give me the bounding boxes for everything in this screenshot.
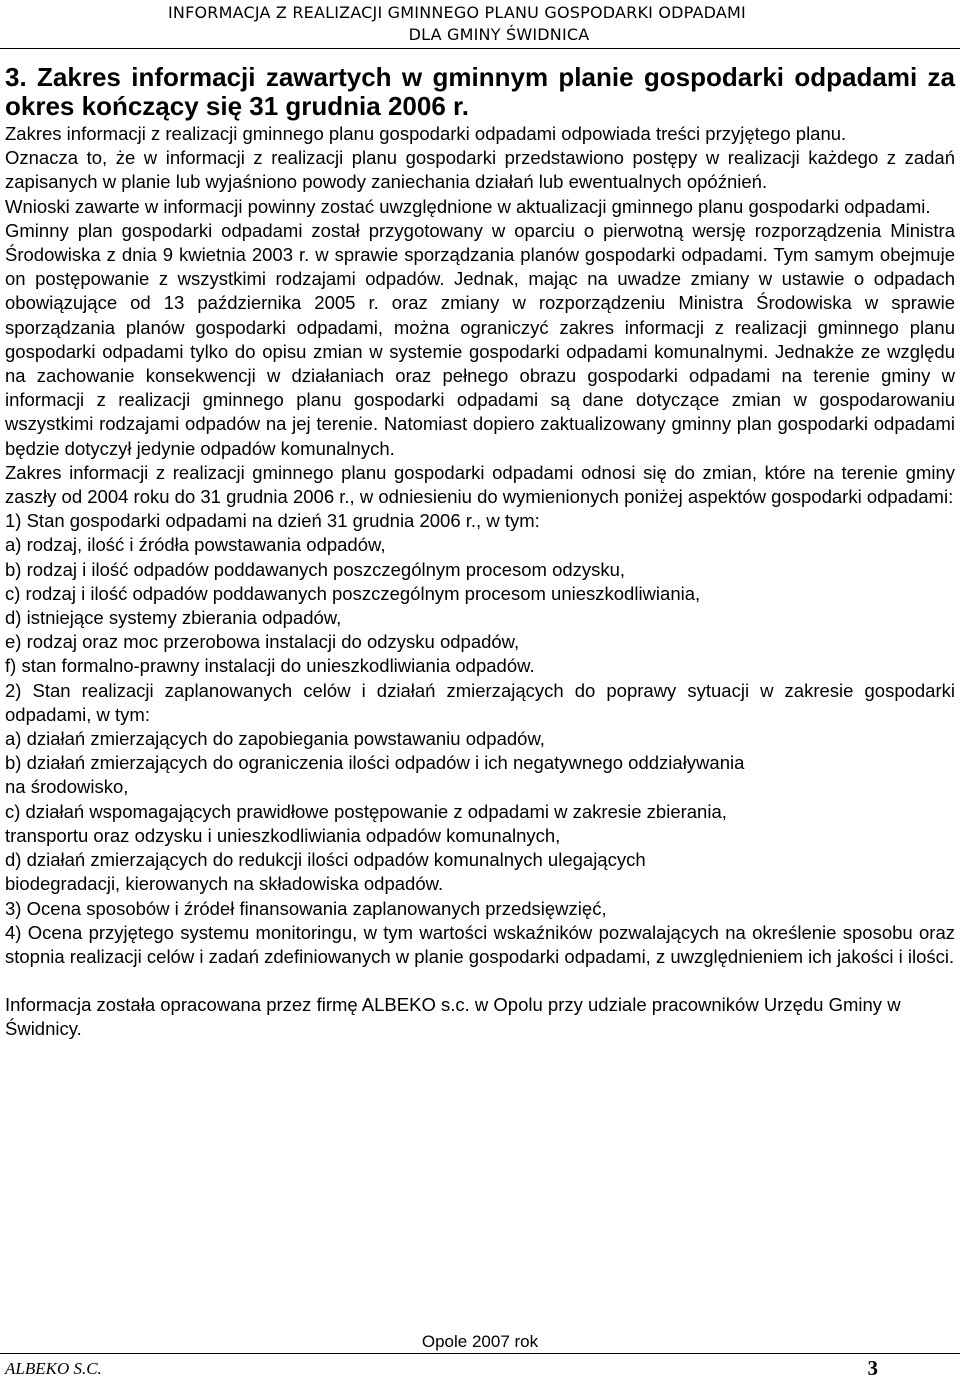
list-item: f) stan formalno-prawny instalacji do unieszkodliwiania odpadów. xyxy=(5,655,535,677)
list-item: b) rodzaj i ilość odpadów poddawanych poszczególnym procesom odzysku, xyxy=(5,558,626,580)
list2-title: 2) Stan realizacji zaplanowanych celów i działań zmierzających do poprawy sytuacji w zakresie gospodarki odpadami, w tym: xyxy=(5,679,955,725)
document-body xyxy=(5,63,955,1042)
list-item: d) istniejące systemy zbierania odpadów, xyxy=(5,607,342,629)
list-item: a) rodzaj, ilość i źródła powstawania odpadów, xyxy=(5,534,386,556)
list2 xyxy=(5,727,955,896)
list-item: c) rodzaj i ilość odpadów poddawanych poszczególnym procesom unieszkodliwiania, xyxy=(5,582,701,604)
footer-company: ALBEKO S.C. xyxy=(5,1359,102,1378)
paragraph-4: Gminny plan gospodarki odpadami został przygotowany w oparciu o pierwotną wersję rozporządzenia Ministra Środowiska z dnia 9 kwietnia 2003 r. w sprawie sporządzania planów gospodarki odpadami. Tym samym obejmuje on postępowanie z wszystkimi rodzajami odpadów. Jednak, mając na uwadze zmiany w ustawie o odpadach obowiązujące od 13 października 2005 r. oraz zmiany w rozporządzeniu Ministra Środowiska w sprawie sporządzania planów gospodarki odpadami, można ograniczyć zakres informacji z realizacji gminnego planu gospodarki odpadami tylko do opisu zmian w systemie gospodarki odpadami komunalnymi. Jednakże ze względu na zachowanie konsekwencji w działaniach oraz pełnego obrazu gospodarki odpadami na terenie gminy w informacji z realizacji gminnego planu gospodarki odpadami są dane dotyczące zmian w gospodarowaniu wszystkimi rodzajami odpadów na jej terenie. Natomiast dopiero zaktualizowany gminny plan gospodarki odpadami będzie dotyczył jedynie odpadów komunalnych. xyxy=(5,219,955,459)
list-item: a) działań zmierzających do zapobiegania powstawaniu odpadów, xyxy=(5,728,545,750)
paragraph-2: Oznacza to, że w informacji z realizacji planu gospodarki przedstawiono postępy w realizacji każdego z zadań zapisanych w planie lub wyjaśniono powody zaniechania działań lub ewentualnych opóźnień. xyxy=(5,147,955,193)
footer-place-date: Opole 2007 rok xyxy=(421,1332,539,1351)
list-item: c) działań wspomagających prawidłowe postępowanie z odpadami w zakresie zbierania, xyxy=(5,800,727,822)
footer-rule xyxy=(0,1353,960,1354)
page-header xyxy=(0,0,960,48)
list-item: na środowisko, xyxy=(5,776,129,798)
header-title: INFORMACJA Z REALIZACJI GMINNEGO PLANU GOSPODARKI ODPADAMI xyxy=(168,3,746,22)
spacer xyxy=(5,969,955,993)
section-heading: 3. Zakres informacji zawartych w gminnym planie gospodarki odpadami za okres kończący się 31 grudnia 2006 r. xyxy=(5,62,955,121)
list1 xyxy=(5,533,955,678)
item-3: 3) Ocena sposobów i źródeł finansowania zaplanowanych przedsięwzięć, xyxy=(5,897,607,919)
closing-note: Informacja została opracowana przez firmę ALBEKO s.c. w Opolu przy udziale pracowników Urzędu Gminy w Świdnicy. xyxy=(5,994,901,1040)
list-item: d) działań zmierzających do redukcji ilości odpadów komunalnych ulegających xyxy=(5,849,646,871)
header-subtitle: DLA GMINY ŚWIDNICA xyxy=(408,25,590,44)
list-item: transportu oraz odzysku i unieszkodliwiania odpadów komunalnych, xyxy=(5,824,561,846)
list-item: e) rodzaj oraz moc przerobowa instalacji do odzysku odpadów, xyxy=(5,631,520,653)
header-rule xyxy=(0,48,960,49)
list-item: biodegradacji, kierowanych na składowiska odpadów. xyxy=(5,873,444,895)
list1-title: 1) Stan gospodarki odpadami na dzień 31 grudnia 2006 r., w tym: xyxy=(5,510,540,532)
paragraph-1: Zakres informacji z realizacji gminnego planu gospodarki odpadami odpowiada treści przyjętego planu. xyxy=(5,123,847,144)
page-number: 3 xyxy=(867,1356,878,1380)
item-4: 4) Ocena przyjętego systemu monitoringu, w tym wartości wskaźników pozwalających na określenie sposobu oraz stopnia realizacji celów i zadań zdefiniowanych w planie gospodarki odpadami, z uwzględnieniem ich jakości i ilości. xyxy=(5,921,955,967)
paragraph-5: Zakres informacji z realizacji gminnego planu gospodarki odpadami odnosi się do zmian, które na terenie gminy zaszły od 2004 roku do 31 grudnia 2006 r., w odniesieniu do wymienionych poniżej aspektów gospodarki odpadami: xyxy=(5,461,955,508)
list-item: b) działań zmierzających do ograniczenia ilości odpadów i ich negatywnego oddziaływania xyxy=(5,752,745,774)
paragraph-3: Wnioski zawarte w informacji powinny zostać uwzględnione w aktualizacji gminnego planu gospodarki odpadami. xyxy=(5,195,931,217)
